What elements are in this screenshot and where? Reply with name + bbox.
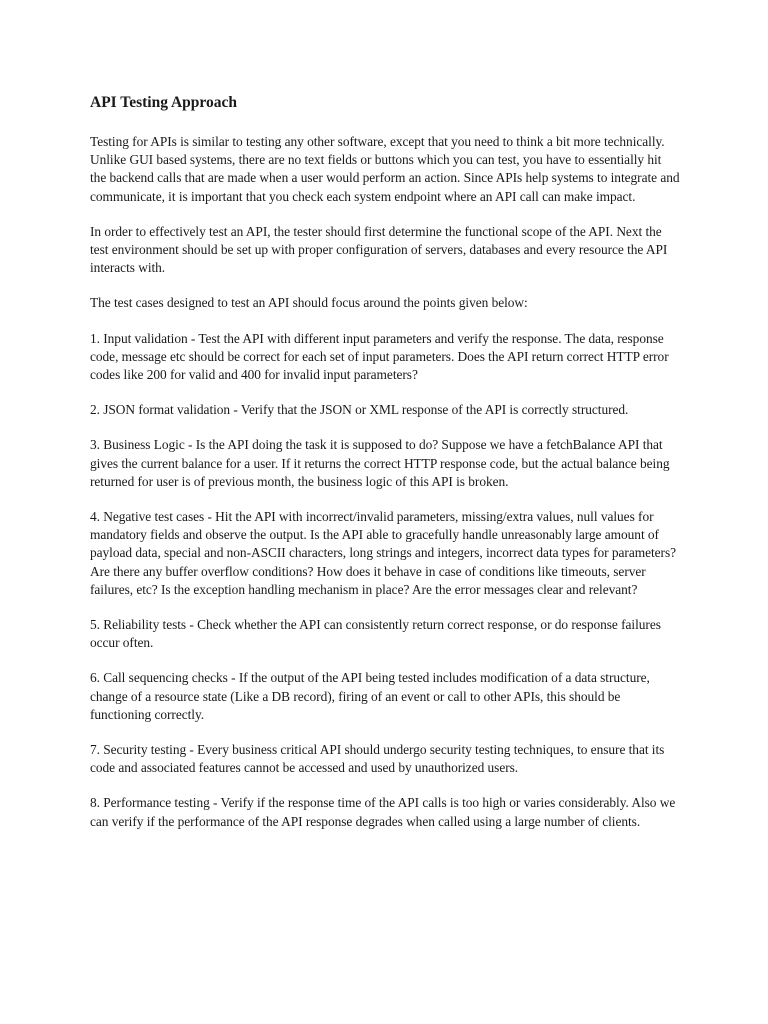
point-call-sequencing-checks: 6. Call sequencing checks - If the output of the API being tested includes modification of a data structure, change of a resource state (Like a DB record), firing of an event or call to other APIs, this should be functioning correctly.	[90, 670, 650, 722]
point-input-validation: 1. Input validation - Test the API with different input parameters and verify the response. The data, response code, message etc should be correct for each set of input parameters. Does the API return correct HTTP error codes like 200 for valid and 400 for invalid input parameters?	[90, 330, 669, 383]
intro-paragraph: Testing for APIs is similar to testing any other software, except that you need to think a bit more technically. Unlike GUI based systems, there are no text fields or buttons which you can test, you have to essentially hit the backend calls that are made when a user would perform an action. Since APIs help systems to integrate and communicate, it is important that you check each system endpoint where an API call can make impact.	[90, 134, 680, 204]
test-cases-intro-paragraph: The test cases designed to test an API should focus around the points given below:	[90, 295, 528, 311]
document-title: API Testing Approach	[90, 94, 238, 111]
point-negative-test-cases: 4. Negative test cases - Hit the API with incorrect/invalid parameters, missing/extra values, null values for mandatory fields and observe the output. Is the API able to gracefully handle unreasonably large amount of payload data, special and non-ASCII characters, long strings and integers, incorrect data types for parameters? Are there any buffer overflow conditions? How does it behave in case of conditions like timeouts, server failures, etc? Is the exception handling mechanism in place? Are the error messages clear and relevant?	[90, 509, 677, 597]
scope-paragraph: In order to effectively test an API, the tester should first determine the functional scope of the API. Next the test environment should be set up with proper configuration of servers, databases and every resource the API interacts with.	[90, 223, 668, 276]
point-business-logic: 3. Business Logic - Is the API doing the task it is supposed to do? Suppose we have a fetchBalance API that gives the current balance for a user. If it returns the correct HTTP response code, but the actual balance being returned for user is of previous month, the business logic of this API is broken.	[90, 437, 670, 489]
point-json-format-validation: 2. JSON format validation - Verify that the JSON or XML response of the API is correctly structured.	[90, 402, 629, 418]
point-security-testing: 7. Security testing - Every business critical API should undergo security testing techniques, to ensure that its code and associated features cannot be accessed and used by unauthorized users.	[90, 742, 665, 776]
point-reliability-tests: 5. Reliability tests - Check whether the API can consistently return correct response, or do response failures occur often.	[90, 617, 661, 651]
document-page	[90, 94, 680, 848]
point-performance-testing: 8. Performance testing - Verify if the response time of the API calls is too high or varies considerably. Also we can verify if the performance of the API response degrades when called using a large number of clients.	[90, 795, 676, 829]
